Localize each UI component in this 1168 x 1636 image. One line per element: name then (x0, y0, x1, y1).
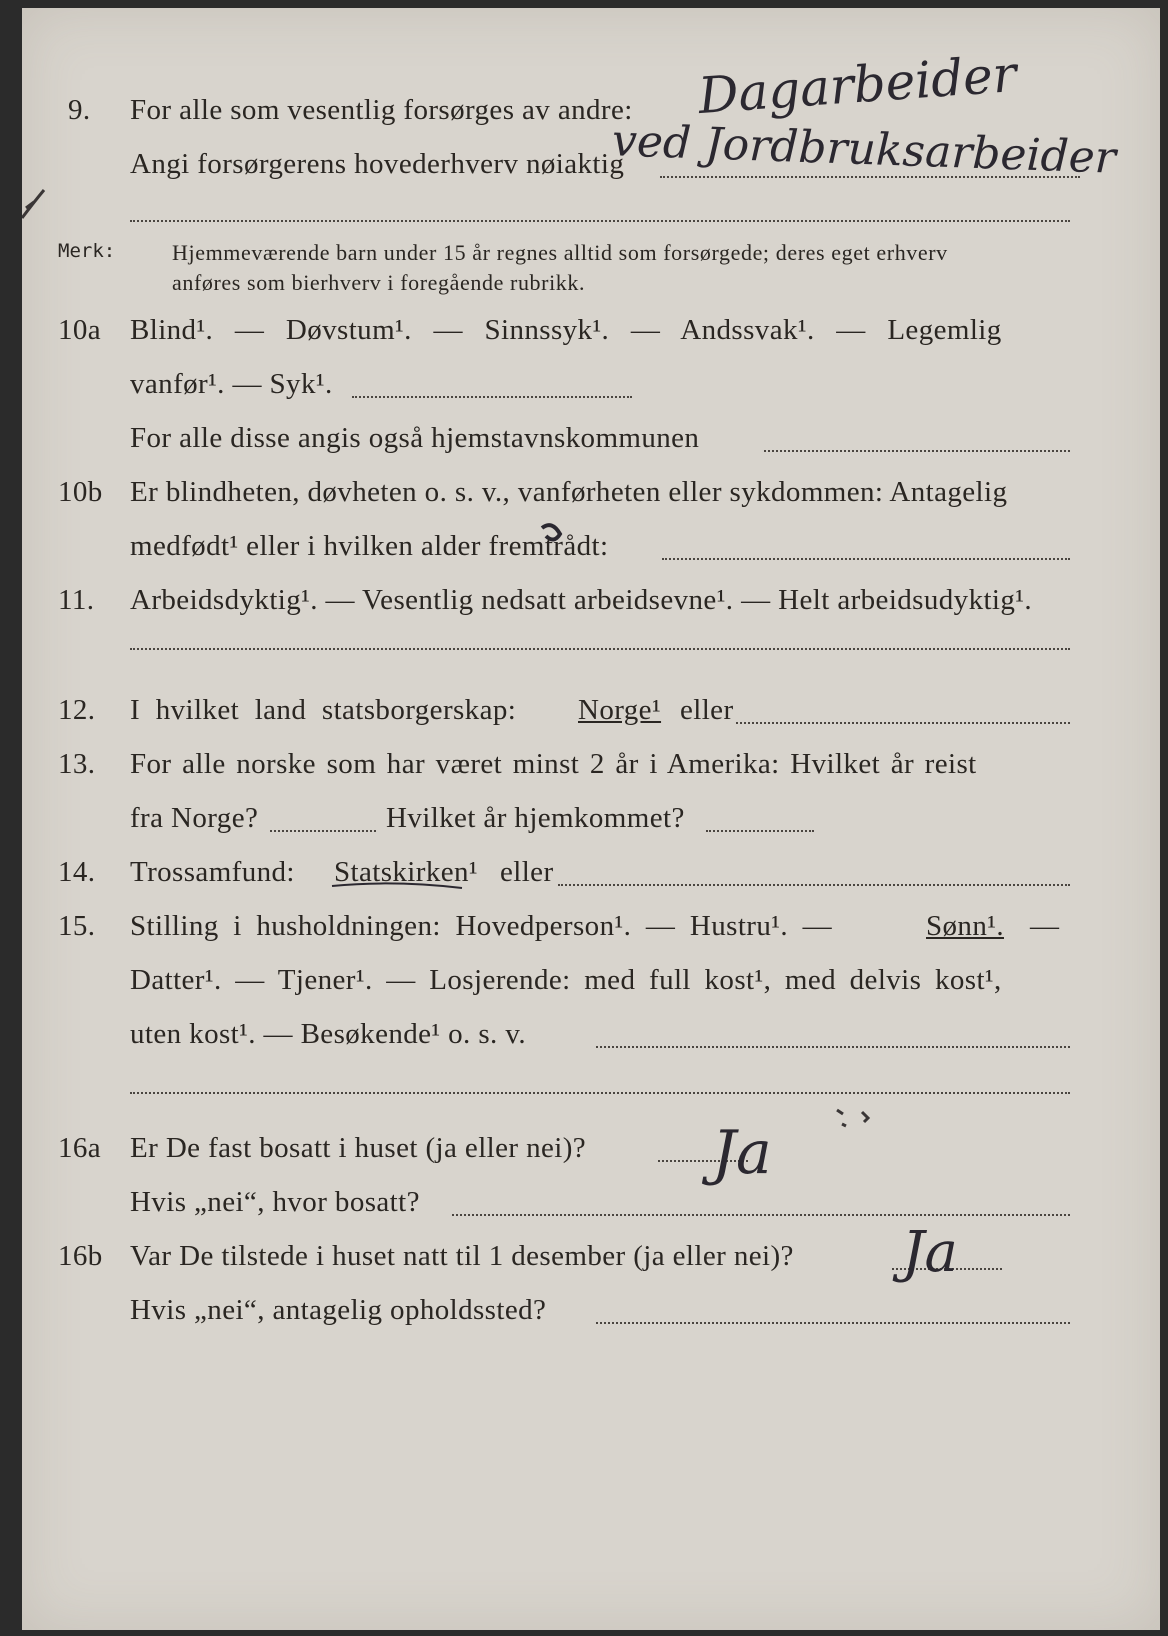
answer-line (130, 220, 1070, 222)
census-form-page (22, 8, 1160, 1630)
q12-line1: I hvilket land statsborgerskap: (130, 694, 517, 726)
answer-line (596, 1322, 1070, 1324)
q16a-handwritten-answer: Ja (712, 1118, 772, 1188)
item-number: 16b (58, 1240, 103, 1272)
item-number: 14. (58, 856, 96, 888)
answer-line (596, 1046, 1070, 1048)
item-number: 11. (58, 584, 95, 616)
q13-line2a: fra Norge? (130, 802, 259, 834)
q16a-line1: Er De fast bosatt i huset (ja eller nei)? (130, 1132, 587, 1164)
q10a-line3: For alle disse angis også hjemstavnskommunen (130, 422, 700, 454)
q12-norge-option: Norge¹ (578, 694, 662, 726)
answer-line (706, 830, 814, 832)
q16b-line1: Var De tilstede i huset natt til 1 desember (ja eller nei)? (130, 1240, 794, 1272)
item-number: 12. (58, 694, 96, 726)
answer-line (130, 648, 1070, 650)
q9-line2: Angi forsørgerens hovederhverv nøiaktig (130, 148, 625, 180)
q15-sonn-option: Sønn¹. (926, 910, 1004, 942)
q10a-line1: Blind¹. — Døvstum¹. — Sinnssyk¹. — Andssvak¹. — Legemlig (130, 314, 1002, 346)
q15-line1: Stilling i husholdningen: Hovedperson¹. — Hustru¹. — (130, 910, 833, 942)
q16b-line2: Hvis „nei“, antagelig opholdssted? (130, 1294, 547, 1326)
q12-eller: eller (680, 694, 734, 726)
q15-line2: Datter¹. — Tjener¹. — Losjerende: med full kost¹, med delvis kost¹, (130, 964, 1002, 996)
answer-line (736, 722, 1070, 724)
q9-handwritten-answer-1: Dagarbeider (696, 44, 1019, 126)
merk-line2: anføres som bierhverv i foregående rubrikk. (172, 270, 586, 295)
q9-handwritten-answer-2: ved Jordbruksarbeider (611, 115, 1117, 184)
q10b-line1: Er blindheten, døvheten o. s. v., vanførheten eller sykdommen: Antagelig (130, 476, 1008, 508)
q15-dash: — (1030, 910, 1060, 942)
item-number: 13. (58, 748, 96, 780)
merk-line1: Hjemmeværende barn under 15 år regnes alltid som forsørgede; deres eget erhverv (172, 240, 948, 265)
q15-line3: uten kost¹. — Besøkende¹ o. s. v. (130, 1018, 527, 1050)
q11-line1: Arbeidsdyktig¹. — Vesentlig nedsatt arbeidsevne¹. — Helt arbeidsudyktig¹. (130, 584, 1033, 616)
answer-line (452, 1214, 1070, 1216)
q14-eller: eller (500, 856, 554, 888)
item-number: 15. (58, 910, 96, 942)
q13-line2b: Hvilket år hjemkommet? (386, 802, 685, 834)
answer-line (662, 558, 1070, 560)
merk-label: Merk: (58, 240, 116, 262)
q14-label: Trossamfund: (130, 856, 295, 888)
answer-line (352, 396, 632, 398)
item-number: 9. (68, 94, 91, 126)
q16b-handwritten-answer: Ja (902, 1220, 958, 1285)
q10a-line2: vanfør¹. — Syk¹. (130, 368, 333, 400)
q9-line1: For alle som vesentlig forsørges av andre: (130, 94, 633, 126)
answer-line (130, 1092, 1070, 1094)
q10b-line2: medfødt¹ eller i hvilken alder fremtrådt: (130, 530, 609, 562)
item-number: 16a (58, 1132, 102, 1164)
answer-line (764, 450, 1070, 452)
answer-line (558, 884, 1070, 886)
answer-line (270, 830, 376, 832)
item-number: 10a (58, 314, 102, 346)
q16a-line2: Hvis „nei“, hvor bosatt? (130, 1186, 420, 1218)
q14-statskirken-option: Statskirken¹ (334, 856, 478, 888)
q13-line1: For alle norske som har været minst 2 år i Amerika: Hvilket år reist (130, 748, 977, 780)
item-number: 10b (58, 476, 103, 508)
